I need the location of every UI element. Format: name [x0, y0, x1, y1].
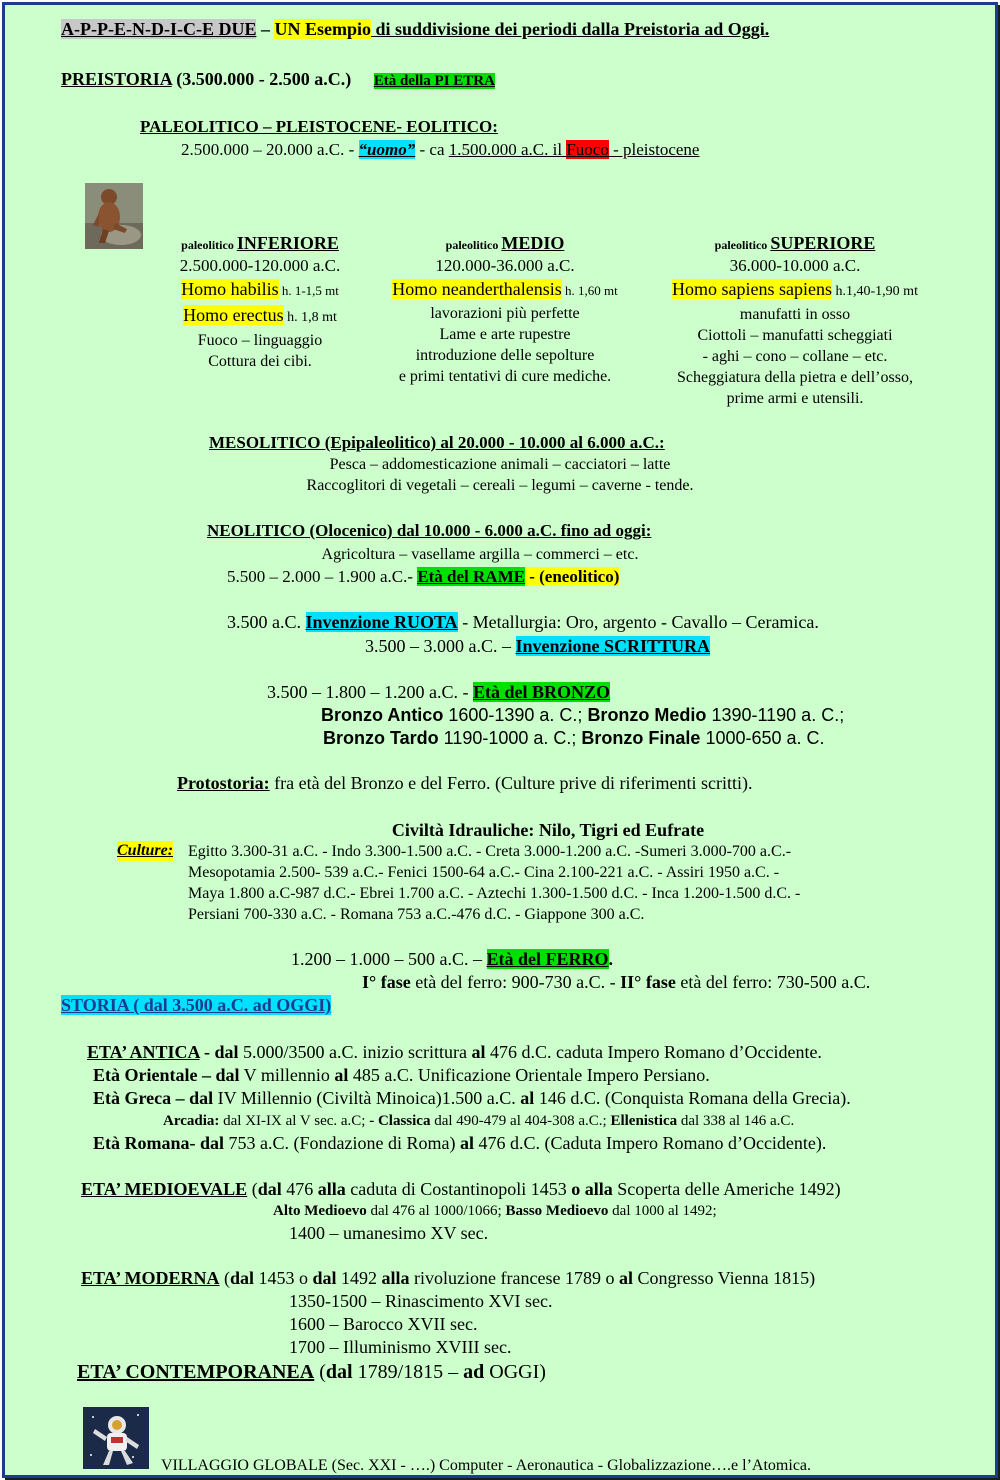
- neolitico-line: Agricoltura – vasellame argilla – commerci – etc.: [321, 546, 639, 563]
- medio-range: 120.000-36.000 a.C.: [435, 256, 575, 275]
- antica-al: al: [471, 1042, 486, 1062]
- culture-label: Culture:: [117, 842, 174, 859]
- umanesimo-line: 1400 – umanesimo XV sec.: [289, 1223, 489, 1243]
- orientale-start: V millennio: [239, 1065, 335, 1085]
- culture-line: Maya 1.800 a.C-987 d.C.- Ebrei 1.700 a.C. - Aztechi 1.300-1.500 d.C. - Inca 1.200-1.500 d.C. -: [188, 885, 801, 902]
- ellenistica-label: Ellenistica: [610, 1113, 678, 1129]
- astronaut-icon: [83, 1407, 149, 1469]
- basso-medioevo-range: dal 1000 al 1492;: [608, 1203, 717, 1219]
- metallurgia-text: - Metallurgia: Oro, argento - Cavallo – Ceramica.: [457, 612, 819, 632]
- column-superiore: [645, 233, 945, 409]
- ferro-fasi: [362, 972, 870, 992]
- romana-end: 476 d.C. (Caduta Impero Romano d’Occidente).: [474, 1133, 827, 1153]
- moderna-subline: 1600 – Barocco XVII sec.: [289, 1314, 478, 1334]
- medioevo-sub: [273, 1201, 717, 1221]
- medio-note: e primi tentativi di cure mediche.: [398, 368, 612, 385]
- romana-label: Età Romana- dal: [93, 1133, 225, 1153]
- fuoco-date: 1.500.000 a.C. il: [448, 140, 567, 159]
- bronzo-date: 3.500 – 1.800 – 1.200 a.C. -: [267, 682, 473, 702]
- neolitico-heading: NEOLITICO (Olocenico) dal 10.000 - 6.000 a.C. fino ad oggi:: [207, 521, 652, 540]
- arcadia-range: dal XI-IX al V sec. a.C;: [219, 1113, 370, 1129]
- superiore-prefix: paleolitico: [714, 238, 771, 252]
- erectus-height: h. 1,8 mt: [283, 310, 337, 325]
- inferiore-range: 2.500.000-120.000 a.C.: [179, 256, 341, 275]
- moderna-rivoluzione: rivoluzione francese 1789 o: [409, 1268, 619, 1288]
- greca-start: IV Millennio (Civiltà Minoica)1.500 a.C.: [213, 1088, 521, 1108]
- greca-label: Età Greca – dal: [93, 1088, 214, 1108]
- culture-line: Persiani 700-330 a.C. - Romana 753 a.C.-476 d.C. - Giappone 300 a.C.: [188, 906, 645, 923]
- eta-ferro-badge: Età del FERRO: [486, 949, 609, 969]
- bronzo-finale: Bronzo Finale: [581, 728, 701, 748]
- medio-note: Lame e arte rupestre: [439, 326, 571, 343]
- mesolitico-line: Raccoglitori di vegetali – cereali – legumi – caverne - tende.: [306, 477, 694, 494]
- moderna-1492: 1492: [336, 1268, 382, 1288]
- classica-label: - Classica: [369, 1113, 431, 1129]
- medioevale-label: ETA’ MEDIOEVALE: [81, 1179, 248, 1199]
- medio-name: MEDIO: [501, 233, 565, 253]
- bronzo-medio: Bronzo Medio: [587, 705, 707, 725]
- ferro-dot: .: [608, 949, 614, 969]
- alto-medioevo-range: dal 476 al 1000/1066;: [366, 1203, 506, 1219]
- arcadia-line: [163, 1111, 794, 1131]
- mesolitico-line: Pesca – addomesticazione animali – cacciatori – latte: [329, 456, 671, 473]
- moderna-dal: dal: [230, 1268, 255, 1288]
- pleistocene-text: - pleistocene: [608, 140, 700, 159]
- greca-al: al: [520, 1088, 535, 1108]
- antica-end: 476 d.C. caduta Impero Romano d’Occidente.: [485, 1042, 822, 1062]
- bronzo-tardo: Bronzo Tardo: [323, 728, 439, 748]
- romana-al: al: [459, 1133, 474, 1153]
- page-title: [61, 19, 769, 39]
- moderna-subline: 1350-1500 – Rinascimento XVI sec.: [289, 1291, 553, 1311]
- ferro-fase-2: II° fase: [620, 972, 676, 992]
- ruota-highlight: Invenzione RUOTA: [305, 612, 458, 632]
- contemporanea-dal: dal: [325, 1361, 353, 1383]
- inferiore-note: Cottura dei cibi.: [208, 353, 312, 370]
- species-erectus: Homo erectus: [183, 305, 284, 325]
- superiore-note: Ciottoli – manufatti scheggiati: [697, 327, 893, 344]
- antica-label: ETA’ ANTICA: [87, 1042, 200, 1062]
- title-dash: –: [256, 19, 275, 39]
- sapiens-height: h.1,40-1,90 mt: [832, 284, 918, 299]
- storia-heading: STORIA ( dal 3.500 a.C. ad OGGI): [61, 995, 332, 1015]
- ferro-fase-1-range: età del ferro: 900-730 a.C. -: [410, 972, 621, 992]
- species-neanderthalensis: Homo neanderthalensis: [392, 279, 562, 299]
- contemporanea-line: [77, 1360, 546, 1384]
- antica-dal: - dal: [199, 1042, 239, 1062]
- bronzo-line: [267, 682, 610, 702]
- culture-line: Egitto 3.300-31 a.C. - Indo 3.300-1.500 a.C. - Creta 3.000-1.200 a.C. -Sumeri 3.000-700 a.C.-: [188, 843, 792, 860]
- medio-note: lavorazioni più perfette: [430, 305, 580, 322]
- moderna-alla: alla: [381, 1268, 410, 1288]
- contemporanea-label: ETA’ CONTEMPORANEA: [77, 1361, 315, 1383]
- medioevale-start: 476: [281, 1179, 318, 1199]
- inferiore-prefix: paleolitico: [181, 238, 237, 252]
- medio-note: introduzione delle sepolture: [415, 347, 595, 364]
- contemporanea-start: 1789/1815 –: [352, 1361, 464, 1383]
- medioevale-paren: (: [247, 1179, 258, 1199]
- ellenistica-range: dal 338 al 146 a.C.: [677, 1113, 795, 1129]
- moderna-label: ETA’ MODERNA: [81, 1268, 220, 1288]
- scrittura-line: [365, 636, 710, 656]
- eta-bronzo-badge: Età del BRONZO: [473, 682, 611, 702]
- medioevale-line: [81, 1179, 841, 1199]
- contemporanea-oggi: OGGI): [484, 1361, 546, 1383]
- neanderthal-height: h. 1,60 mt: [561, 283, 618, 298]
- basso-medioevo: Basso Medioevo: [505, 1203, 609, 1219]
- ca-text: - ca: [415, 140, 449, 159]
- title-rest: di suddivisione dei periodi dalla Preistoria ad Oggi.: [370, 19, 770, 39]
- moderna-start: 1453 o: [254, 1268, 313, 1288]
- medioevale-oalla: o alla: [571, 1179, 613, 1199]
- eta-rame-badge: Età del RAME: [417, 567, 525, 586]
- antica-start: 5.000/3500 a.C. inizio scrittura: [238, 1042, 472, 1062]
- scrittura-date: 3.500 – 3.000 a.C. –: [365, 636, 516, 656]
- ferro-line: [291, 949, 613, 969]
- superiore-note: prime armi e utensili.: [726, 390, 864, 407]
- greca-end: 146 d.C. (Conquista Romana della Grecia).: [534, 1088, 851, 1108]
- medioevale-alla: alla: [317, 1179, 346, 1199]
- protostoria-label: Protostoria:: [177, 773, 270, 793]
- moderna-dal-2: dal: [312, 1268, 337, 1288]
- villaggio-globale-line: VILLAGGIO GLOBALE (Sec. XXI - ….) Computer - Aeronautica - Globalizzazione….e l’Atomica.: [161, 1457, 812, 1474]
- orientale-line: [93, 1065, 710, 1085]
- paleolitico-heading: PALEOLITICO – PLEISTOCENE- EOLITICO:: [140, 117, 498, 136]
- orientale-label: Età Orientale – dal: [93, 1065, 240, 1085]
- scrittura-highlight: Invenzione SCRITTURA: [515, 636, 711, 656]
- medio-prefix: paleolitico: [445, 238, 502, 252]
- superiore-range: 36.000-10.000 a.C.: [729, 256, 861, 275]
- eta-pietra-badge: Età della PI ETRA: [373, 73, 495, 89]
- moderna-line: [81, 1268, 815, 1288]
- bronzo-periods-2: [323, 727, 825, 749]
- preistoria-label: PREISTORIA: [61, 69, 172, 89]
- appendix-page: [2, 2, 998, 1478]
- preistoria-range: (3.500.000 - 2.500 a.C.): [171, 69, 352, 89]
- superiore-name: SUPERIORE: [770, 233, 876, 253]
- bronzo-medio-range: 1390-1190 a. C.;: [706, 705, 845, 725]
- species-habilis: Homo habilis: [181, 279, 279, 299]
- superiore-note: - aghi – cono – collane – etc.: [702, 348, 888, 365]
- appendix-label: A-P-P-E-N-D-I-C-E DUE: [61, 19, 257, 39]
- moderna-al: al: [618, 1268, 633, 1288]
- medioevale-costantinopoli: caduta di Costantinopoli 1453: [345, 1179, 572, 1199]
- eneolitico-highlight: - (eneolitico): [524, 567, 620, 586]
- rame-date: 5.500 – 2.000 – 1.900 a.C.-: [227, 567, 418, 586]
- culture-line: Mesopotamia 2.500- 539 a.C.- Fenici 1500-64 a.C.- Cina 2.100-221 a.C. - Assiri 1950 a.C. -: [188, 864, 780, 881]
- antica-line: [87, 1042, 822, 1062]
- column-medio: [375, 233, 635, 387]
- moderna-subline: 1700 – Illuminismo XVIII sec.: [289, 1337, 512, 1357]
- fuoco-highlight: Fuoco: [566, 140, 609, 159]
- moderna-paren: (: [219, 1268, 230, 1288]
- ruota-date: 3.500 a.C.: [227, 612, 306, 632]
- protostoria-line: [177, 773, 752, 793]
- orientale-end: 485 a.C. Unificazione Orientale Impero Persiano.: [348, 1065, 710, 1085]
- orientale-al: al: [334, 1065, 349, 1085]
- ferro-fase-2-range: età del ferro: 730-500 a.C.: [675, 972, 871, 992]
- greca-line: [93, 1088, 851, 1108]
- species-sapiens: Homo sapiens sapiens: [672, 279, 833, 299]
- uomo-highlight: “uomo”: [358, 140, 416, 159]
- inferiore-note: Fuoco – linguaggio: [197, 332, 323, 349]
- paleolitico-line: [181, 140, 699, 160]
- paleolitico-range: 2.500.000 – 20.000 a.C. -: [181, 140, 359, 159]
- alto-medioevo: Alto Medioevo: [273, 1203, 367, 1219]
- inferiore-name: INFERIORE: [236, 233, 339, 253]
- bronzo-tardo-range: 1190-1000 a. C.;: [438, 728, 582, 748]
- moderna-vienna: Congresso Vienna 1815): [633, 1268, 816, 1288]
- contemporanea-paren: (: [314, 1361, 326, 1383]
- bronzo-antico-range: 1600-1390 a. C.;: [443, 705, 588, 725]
- preistoria-heading: [61, 69, 495, 91]
- superiore-note: Scheggiatura della pietra e dell’osso,: [677, 369, 913, 386]
- romana-start: 753 a.C. (Fondazione di Roma): [224, 1133, 460, 1153]
- un-esempio-highlight: UN Esempio: [274, 19, 371, 39]
- mesolitico-heading: MESOLITICO (Epipaleolitico) al 20.000 - 10.000 al 6.000 a.C.:: [209, 433, 665, 452]
- romana-line: [93, 1133, 826, 1153]
- bronzo-periods-1: [321, 704, 844, 726]
- civilta-heading: Civiltà Idrauliche: Nilo, Tigri ed Eufrate: [391, 820, 705, 840]
- medioevale-dal: dal: [257, 1179, 282, 1199]
- protostoria-text: fra età del Bronzo e del Ferro. (Culture prive di riferimenti scritti).: [269, 773, 753, 793]
- habilis-height: h. 1-1,5 mt: [278, 283, 339, 298]
- bronzo-antico: Bronzo Antico: [321, 705, 444, 725]
- ruota-line: [227, 612, 819, 632]
- ferro-fase-1: I° fase: [362, 972, 411, 992]
- column-inferiore: [150, 233, 370, 372]
- arcadia-label: Arcadia:: [163, 1113, 220, 1129]
- ferro-date: 1.200 – 1.000 – 500 a.C. –: [291, 949, 487, 969]
- bronzo-finale-range: 1000-650 a. C.: [700, 728, 825, 748]
- rame-line: [227, 567, 619, 587]
- contemporanea-ad: ad: [463, 1361, 485, 1383]
- superiore-note: manufatti in osso: [739, 306, 851, 323]
- medioevale-americhe: Scoperta delle Americhe 1492): [612, 1179, 841, 1199]
- classica-range: dal 490-479 al 404-308 a.C.;: [430, 1113, 611, 1129]
- caveman-icon: [85, 183, 143, 249]
